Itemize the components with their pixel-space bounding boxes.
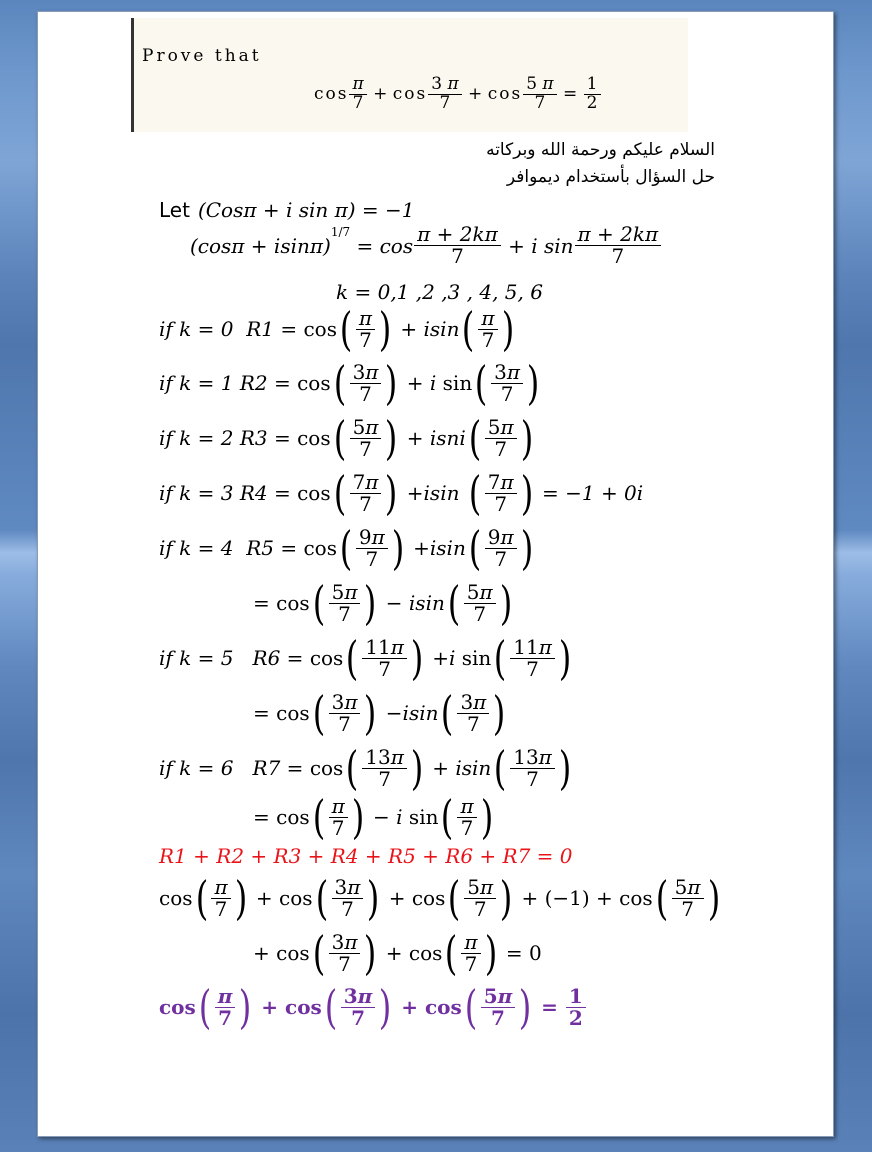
- cos-sum-line: cos ( $\frac{\pi}{7}$ ) + cos ( $\frac{3\pi}{7}$ ) + cos ( $\frac{5\pi}{7}$ ) + (−1) + cos ( $\frac{5\pi}{7}$ ): [159, 871, 720, 925]
- k0-line: if k = 0 R1 = cos ( $\frac{\pi}{7}$ ) + isin ( $\frac{\pi}{7}$ ): [159, 302, 514, 356]
- k2-line: if k = 2 R3 = cos ( $\frac{5\pi}{7}$ ) + isni ( $\frac{5\pi}{7}$ ): [159, 411, 533, 465]
- let-line: Let (Cosπ + i sin π) = −1: [159, 198, 415, 222]
- k1-line: if k = 1 R2 = cos ( $\frac{3\pi}{7}$ ) + i sin ( $\frac{3\pi}{7}$ ): [159, 356, 540, 410]
- k6-simplified: = cos ( $\frac{\pi}{7}$ ) − i sin ( $\frac{\pi}{7}$ ): [253, 790, 493, 844]
- prove-that-label: Prove that: [142, 46, 262, 66]
- problem-image: [131, 18, 688, 132]
- k4-line: if k = 4 R5 = cos ( $\frac{9\pi}{7}$ ) + isin ( $\frac{9\pi}{7}$ ): [159, 521, 533, 575]
- k4-simplified: = cos ( $\frac{5\pi}{7}$ ) − isin ( $\frac{5\pi}{7}$ ): [253, 576, 512, 630]
- k6-line: if k = 6 R7 = cos ( $\frac{13\pi}{7}$ ) + isin ( $\frac{13\pi}{7}$ ): [159, 741, 572, 795]
- cos-sum-line-2: + cos ( $\frac{3\pi}{7}$ ) + cos ( $\frac{\pi}{7}$ ) = 0: [253, 926, 542, 980]
- let-equation: (Cosπ + i sin π) = −1: [197, 198, 415, 222]
- problem-equation: cos $\frac{\pi}{7}$ + cos $\frac{3 \pi}{7}$ + cos $\frac{5 \pi}{7}$ = $\frac{1}{2}$: [314, 76, 602, 113]
- document-page: [37, 11, 834, 1137]
- root-formula: (cosπ + isinπ) 1/7 = cos $\frac{\pi + 2k\pi}{7}$ + i sin $\frac{\pi + 2k\pi}{7}$: [190, 224, 662, 267]
- k5-simplified: = cos ( $\frac{3\pi}{7}$ ) − isin ( $\frac{3\pi}{7}$ ): [253, 686, 506, 740]
- arabic-method: حل السؤال بأستخدام ديموافر: [506, 167, 715, 187]
- k5-line: if k = 5 R6 = cos ( $\frac{11\pi}{7}$ ) + i sin ( $\frac{11\pi}{7}$ ): [159, 631, 572, 685]
- sum-of-roots: R1 + R2 + R3 + R4 + R5 + R6 + R7 = 0: [159, 844, 573, 868]
- k-values: k = 0,1 ,2 ,3 , 4, 5, 6: [336, 280, 543, 304]
- arabic-greeting: السلام عليكم ورحمة الله وبركاته: [486, 140, 715, 160]
- final-result: cos ( $\frac{\pi}{7}$ ) + cos ( $\frac{3\pi}{7}$ ) + cos ( $\frac{5\pi}{7}$ ) = $\frac{1}{2}$: [159, 984, 587, 1030]
- k3-line: if k = 3 R4 = cos ( $\frac{7\pi}{7}$ ) + isin ( $\frac{7\pi}{7}$ ) = −1 + 0i: [159, 466, 644, 520]
